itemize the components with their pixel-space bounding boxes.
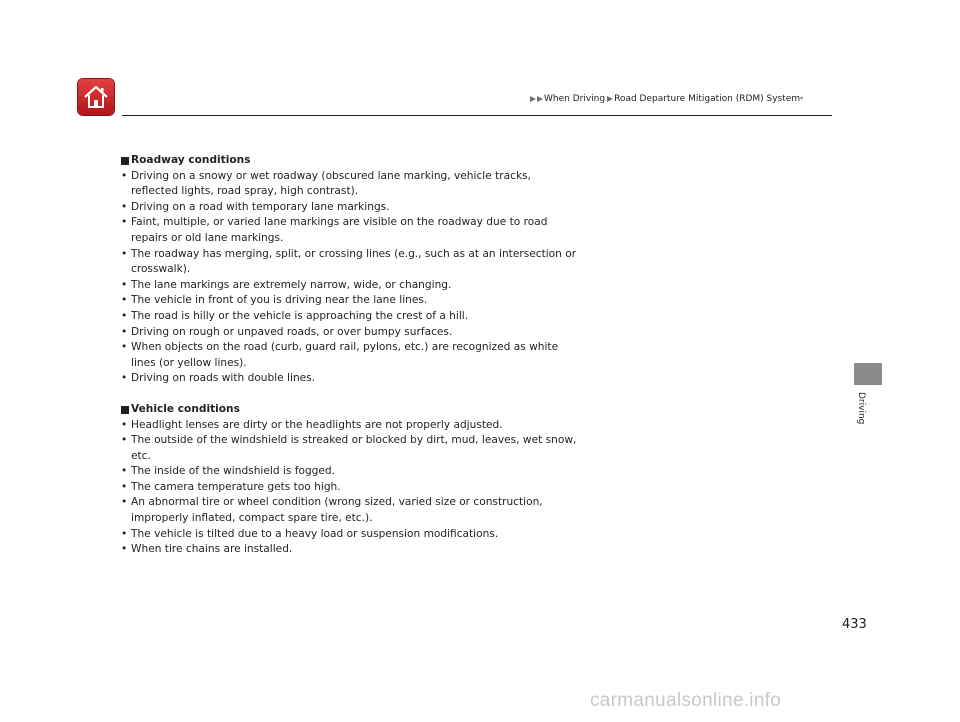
list-item: • When tire chains are installed. <box>121 542 581 558</box>
bullet-list <box>121 418 581 558</box>
chapter-tab-label: Driving <box>856 392 866 425</box>
list-item: • The vehicle is tilted due to a heavy load or suspension modifications. <box>121 527 581 543</box>
section-heading-text: Roadway conditions <box>131 154 251 166</box>
breadcrumb-item[interactable]: Road Departure Mitigation (RDM) System <box>614 94 801 104</box>
home-icon <box>82 83 110 111</box>
list-item: • The camera temperature gets too high. <box>121 480 581 496</box>
breadcrumb-arrow-icon <box>537 96 543 102</box>
list-item: • Faint, multiple, or varied lane markings are visible on the roadway due to road repairs or old lane markings. <box>121 215 581 246</box>
section-heading-text: Vehicle conditions <box>131 402 240 415</box>
list-item: • The road is hilly or the vehicle is approaching the crest of a hill. <box>121 309 581 325</box>
square-bullet-icon <box>121 406 129 414</box>
section-heading <box>121 402 581 418</box>
list-item: • Driving on a snowy or wet roadway (obscured lane marking, vehicle tracks, reflected lights, road spray, high contrast). <box>121 169 581 200</box>
watermark: carmanualsonline.info <box>590 690 782 711</box>
section-heading <box>121 153 581 169</box>
home-button[interactable] <box>78 79 114 115</box>
square-bullet-icon <box>121 157 129 165</box>
list-item: • The roadway has merging, split, or crossing lines (e.g., such as at an intersection or crosswalk). <box>121 247 581 278</box>
list-item: • The outside of the windshield is streaked or blocked by dirt, mud, leaves, wet snow, etc. <box>121 433 581 464</box>
chapter-tab[interactable] <box>854 363 882 385</box>
bullet-list <box>121 169 581 387</box>
breadcrumb-arrow-icon <box>607 96 613 102</box>
list-item: • When objects on the road (curb, guard rail, pylons, etc.) are recognized as white lines (or yellow lines). <box>121 340 581 371</box>
breadcrumb <box>530 94 803 104</box>
list-item: • The vehicle in front of you is driving near the lane lines. <box>121 293 581 309</box>
list-item: • The lane markings are extremely narrow, wide, or changing. <box>121 278 581 294</box>
footnote-mark: * <box>800 95 804 103</box>
list-item: • The inside of the windshield is fogged. <box>121 464 581 480</box>
list-item: • Headlight lenses are dirty or the headlights are not properly adjusted. <box>121 418 581 434</box>
list-item: • An abnormal tire or wheel condition (wrong sized, varied size or construction, improperly inflated, compact spare tire, etc.). <box>121 495 581 526</box>
page-number: 433 <box>842 617 867 632</box>
list-item: • Driving on roads with double lines. <box>121 371 581 387</box>
breadcrumb-arrow-icon <box>530 96 536 102</box>
main-content <box>121 153 581 558</box>
list-item: • Driving on a road with temporary lane markings. <box>121 200 581 216</box>
header-rule <box>122 115 832 116</box>
list-item: • Driving on rough or unpaved roads, or over bumpy surfaces. <box>121 325 581 341</box>
breadcrumb-item[interactable]: When Driving <box>544 94 606 104</box>
